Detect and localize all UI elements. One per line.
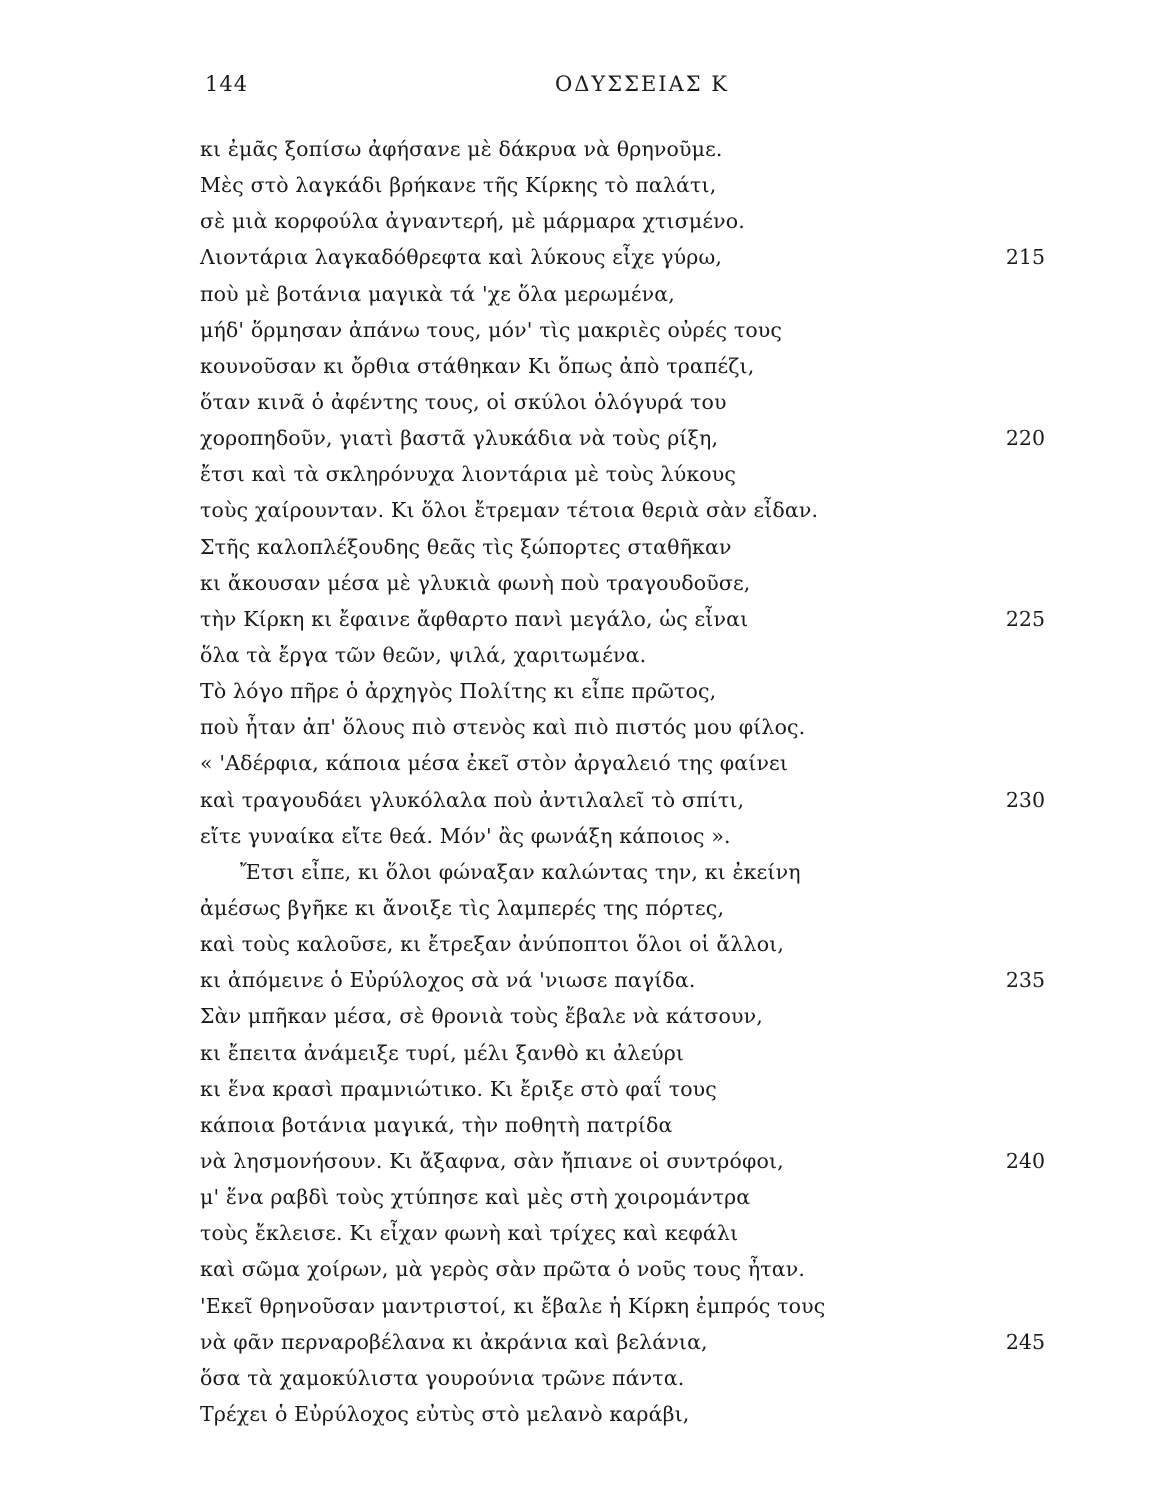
verse-text: ὅταν κινᾶ ὁ ἀφέντης τους, οἱ σκύλοι ὁλόγυρά του (200, 389, 727, 414)
verse-line (0, 1183, 1149, 1219)
verse-line (0, 822, 1149, 858)
verse-text: χοροπηδοῦν, γιατὶ βαστᾶ γλυκάδια νὰ τοὺς ρίξη, (200, 426, 719, 451)
verse-line (0, 1400, 1149, 1436)
verse-line (0, 533, 1149, 569)
verse-line (0, 1111, 1149, 1147)
verse-text: ὅλα τὰ ἔργα τῶν θεῶν, ψιλά, χαριτωμένα. (200, 642, 647, 667)
verse-text: καὶ τοὺς καλοῦσε, κι ἔτρεξαν ἀνύποπτοι ὅλοι οἱ ἄλλοι, (200, 932, 785, 957)
verse-line (0, 171, 1149, 207)
verse-text: νὰ λησμονήσουν. Κι ἄξαφνα, σὰν ἤπιανε οἱ συντρόφοι, (200, 1148, 784, 1173)
verse-line (0, 858, 1149, 894)
verse-line (0, 569, 1149, 605)
verse-line (0, 316, 1149, 352)
verse-text: Μὲς στὸ λαγκάδι βρήκανε τῆς Κίρκης τὸ παλάτι, (200, 173, 717, 198)
verse-text: Λιοντάρια λαγκαδόθρεφτα καὶ λύκους εἶχε γύρω, (200, 245, 723, 270)
verse-text: ποὺ μὲ βοτάνια μαγικὰ τά 'χε ὅλα μερωμένα, (200, 281, 675, 306)
verse-text: ἔτσι καὶ τὰ σκληρόνυχα λιοντάρια μὲ τοὺς λύκους (200, 462, 737, 487)
verse-text: νὰ φᾶν περναροβέλανα κι ἀκράνια καὶ βελάνια, (200, 1329, 708, 1354)
page-number: 144 (205, 72, 249, 96)
verse-line (0, 749, 1149, 785)
verse-text: Σὰν μπῆκαν μέσα, σὲ θρονιὰ τοὺς ἔβαλε νὰ κάτσουν, (200, 1004, 763, 1029)
verse-line (0, 207, 1149, 243)
verse-line (0, 605, 1149, 641)
verse-line (0, 424, 1149, 460)
verse-text: μήδ' ὅρμησαν ἀπάνω τους, μόν' τὶς μακριὲς οὐρές τους (200, 317, 783, 342)
verse-text: ποὺ ἦταν ἀπ' ὅλους πιὸ στενὸς καὶ πιὸ πιστός μου φίλος. (200, 715, 806, 740)
verse-line (0, 966, 1149, 1002)
verse-block (0, 135, 1149, 1436)
verse-text: Τρέχει ὁ Εὐρύλοχος εὐτὺς στὸ μελανὸ καράβι, (200, 1401, 690, 1426)
verse-line (0, 388, 1149, 424)
verse-line (0, 641, 1149, 677)
verse-line (0, 930, 1149, 966)
verse-line (0, 1002, 1149, 1038)
verse-line (0, 894, 1149, 930)
line-number: 235 (1005, 968, 1045, 993)
verse-line (0, 1255, 1149, 1291)
page-header (0, 72, 1149, 104)
verse-line (0, 1328, 1149, 1364)
verse-line (0, 1075, 1149, 1111)
verse-text: Στῆς καλοπλέξουδης θεᾶς τὶς ξώπορτες σταθῆκαν (200, 534, 732, 559)
verse-line (0, 713, 1149, 749)
line-number: 220 (1005, 426, 1045, 451)
verse-line (0, 1147, 1149, 1183)
verse-line (0, 1364, 1149, 1400)
verse-text: κάποια βοτάνια μαγικά, τὴν ποθητὴ πατρίδα (200, 1112, 673, 1137)
verse-text: τοὺς ἔκλεισε. Κι εἶχαν φωνὴ καὶ τρίχες καὶ κεφάλι (200, 1221, 739, 1246)
line-number: 215 (1005, 245, 1045, 270)
verse-line (0, 243, 1149, 279)
verse-text: κι ἀπόμεινε ὁ Εὐρύλοχος σὰ νά 'νιωσε παγίδα. (200, 968, 696, 993)
verse-line (0, 677, 1149, 713)
verse-line (0, 1219, 1149, 1255)
verse-line (0, 1039, 1149, 1075)
verse-text: Τὸ λόγο πῆρε ὁ ἀρχηγὸς Πολίτης κι εἶπε πρῶτος, (200, 679, 717, 704)
verse-text: τοὺς χαίρουνταν. Κι ὅλοι ἔτρεμαν τέτοια θεριὰ σὰν εἶδαν. (200, 498, 819, 523)
verse-line (0, 280, 1149, 316)
verse-text: τὴν Κίρκη κι ἔφαινε ἄφθαρτο πανὶ μεγάλο, ὡς εἶναι (200, 606, 749, 631)
verse-text: Ἔτσι εἶπε, κι ὅλοι φώναξαν καλώντας την, κι ἐκείνη (240, 859, 801, 884)
verse-line (0, 1292, 1149, 1328)
verse-text: « 'Αδέρφια, κάποια μέσα ἐκεῖ στὸν ἀργαλειό της φαίνει (200, 751, 789, 776)
verse-line (0, 460, 1149, 496)
verse-text: κι ἔπειτα ἀνάμειξε τυρί, μέλι ξανθὸ κι ἀλεύρι (200, 1040, 685, 1065)
verse-text: κουνοῦσαν κι ὄρθια στάθηκαν Κι ὅπως ἀπὸ τραπέζι, (200, 353, 755, 378)
verse-text: κι ἕνα κρασὶ πραμνιώτικο. Κι ἔριξε στὸ φαΐ τους (200, 1076, 717, 1101)
line-number: 240 (1005, 1148, 1045, 1173)
verse-text: μ' ἕνα ραβδὶ τοὺς χτύπησε καὶ μὲς στὴ χοιρομάντρα (200, 1185, 751, 1210)
verse-text: ὅσα τὰ χαμοκύλιστα γουρούνια τρῶνε πάντα. (200, 1365, 685, 1390)
verse-text: ἀμέσως βγῆκε κι ἄνοιξε τὶς λαμπερές της πόρτες, (200, 895, 725, 920)
running-title: ΟΔΥΣΣΕΙΑΣ Κ (555, 72, 729, 96)
verse-text: καὶ σῶμα χοίρων, μὰ γερὸς σὰν πρῶτα ὁ νοῦς τους ἦταν. (200, 1257, 806, 1282)
verse-text: καὶ τραγουδάει γλυκόλαλα ποὺ ἀντιλαλεῖ τὸ σπίτι, (200, 787, 745, 812)
verse-line (0, 352, 1149, 388)
line-number: 245 (1005, 1329, 1045, 1354)
verse-text: κι ἄκουσαν μέσα μὲ γλυκιὰ φωνὴ ποὺ τραγουδοῦσε, (200, 570, 751, 595)
line-number: 230 (1005, 787, 1045, 812)
verse-text: 'Εκεῖ θρηνοῦσαν μαντριστοί, κι ἔβαλε ἡ Κίρκη ἐμπρός τους (200, 1293, 826, 1318)
line-number: 225 (1005, 606, 1045, 631)
verse-text: εἴτε γυναίκα εἴτε θεά. Μόν' ἂς φωνάξη κάποιος ». (200, 823, 731, 848)
verse-line (0, 496, 1149, 532)
verse-text: σὲ μιὰ κορφούλα ἀγναντερή, μὲ μάρμαρα χτισμένο. (200, 209, 745, 234)
verse-line (0, 135, 1149, 171)
verse-line (0, 786, 1149, 822)
verse-text: κι ἐμᾶς ξοπίσω ἀφήσανε μὲ δάκρυα νὰ θρηνοῦμε. (200, 137, 723, 161)
